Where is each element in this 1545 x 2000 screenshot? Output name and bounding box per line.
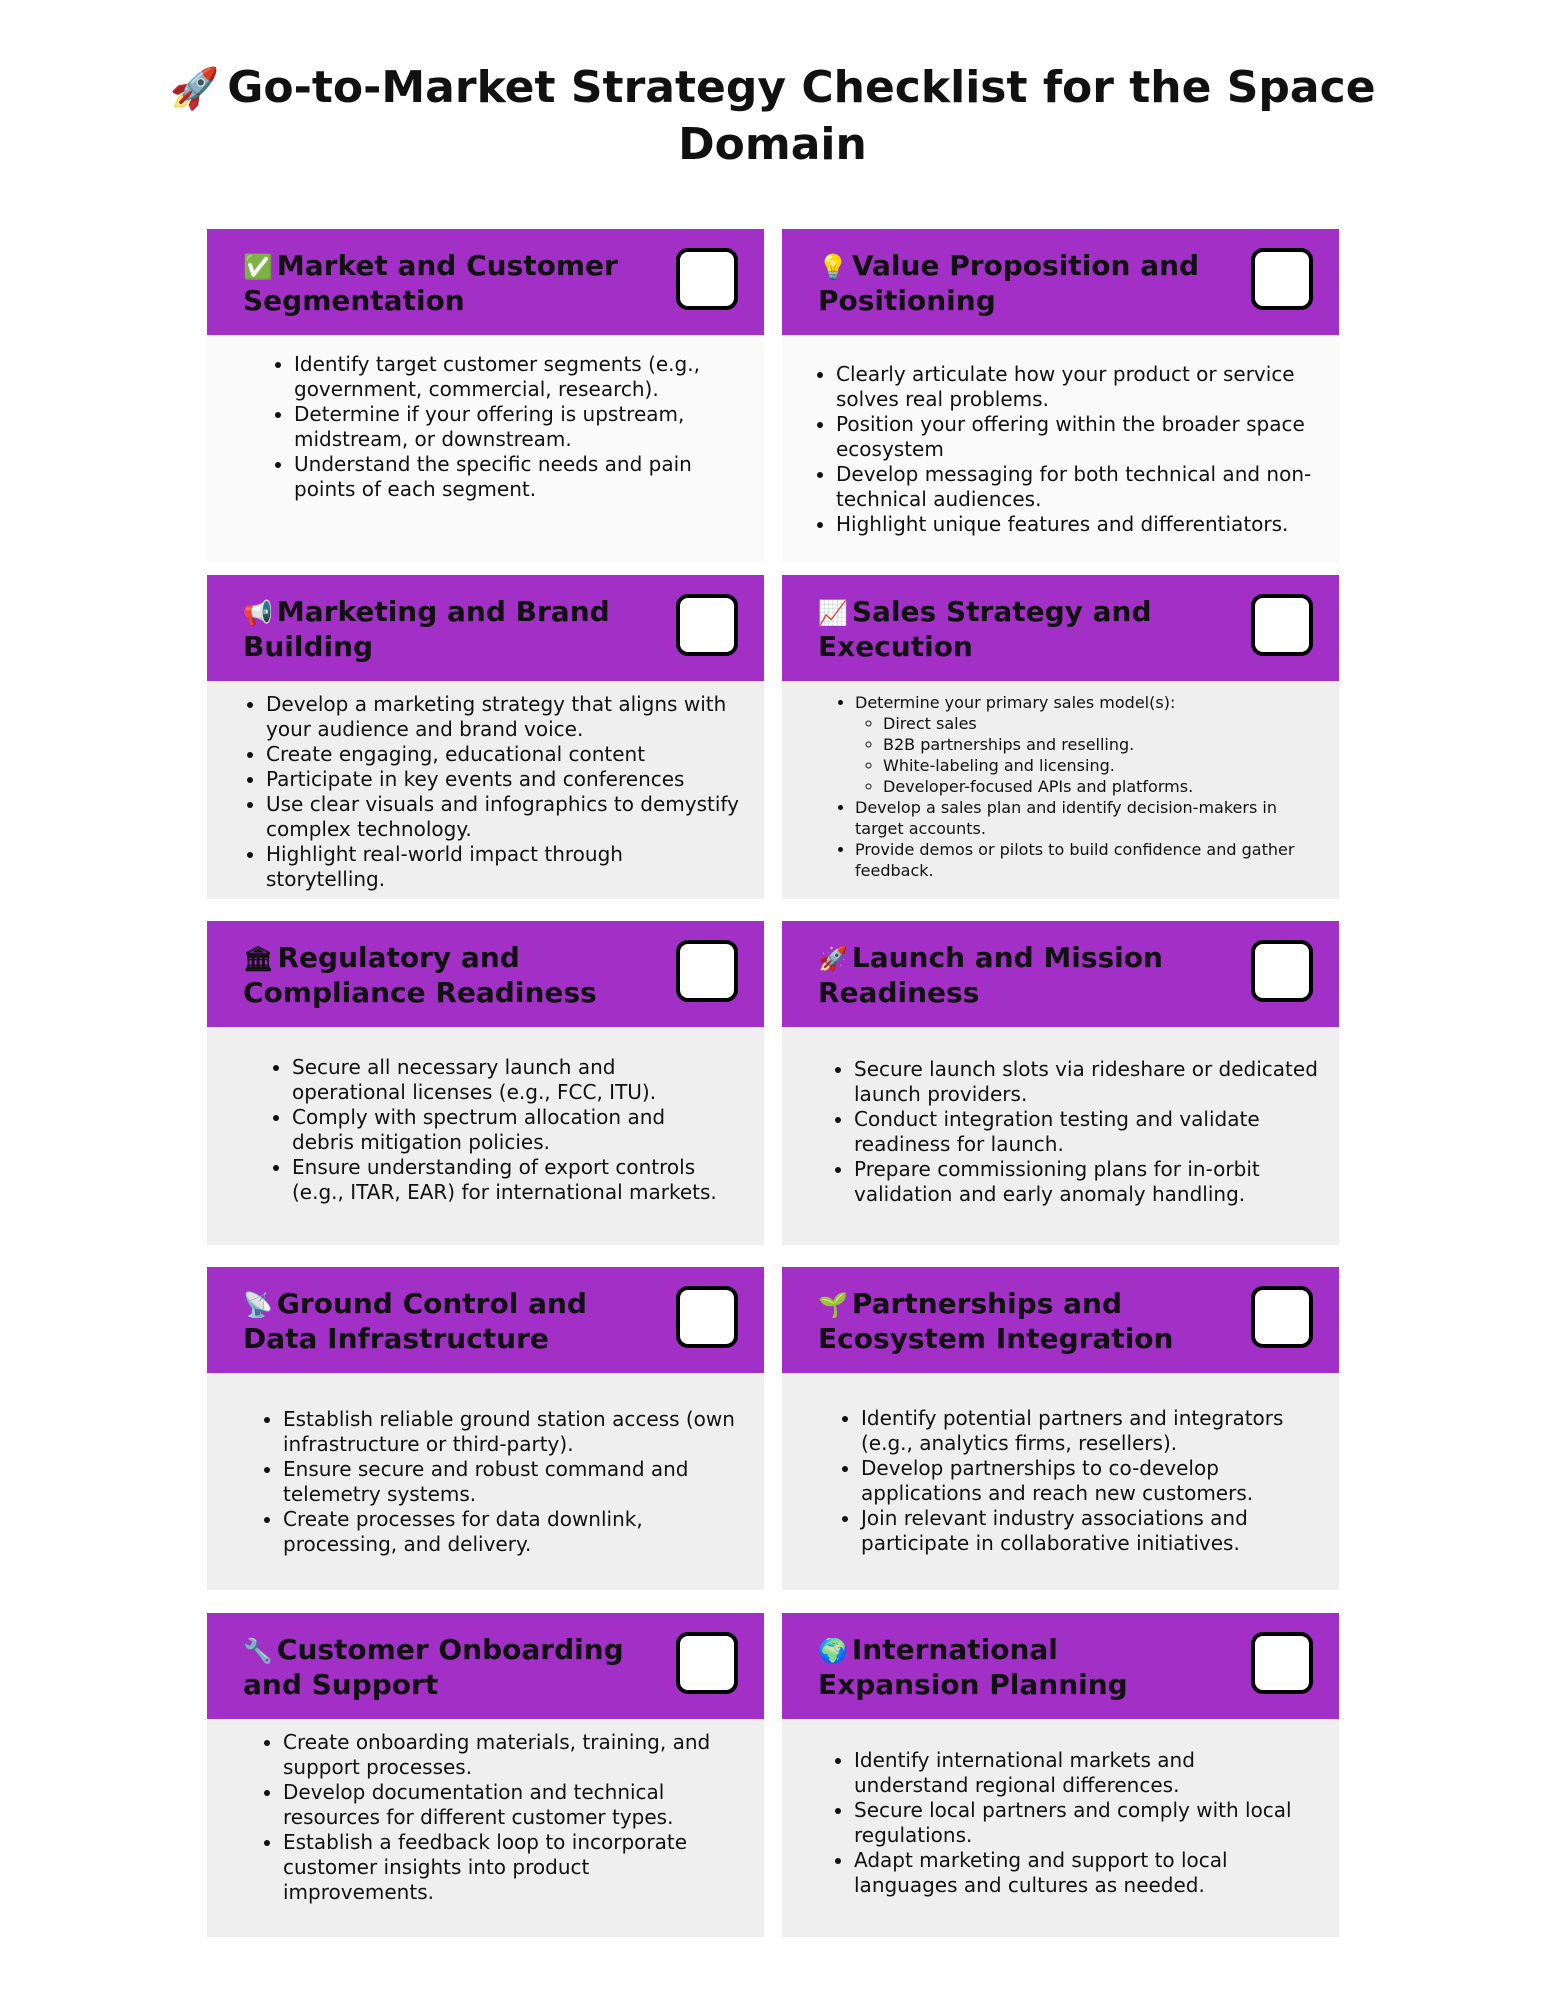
card-bullet-list (283, 1730, 743, 1905)
card-header (782, 575, 1339, 681)
card-title: 🌍 International Expansion Planning (818, 1633, 1128, 1701)
list-item: • Clearly articulate how your product or service solves real problems. (836, 362, 1332, 412)
card-body (782, 1719, 1339, 1937)
card-title: 🚀 Launch and Mission Readiness (818, 941, 1163, 1009)
list-item: • Identify international markets and understand regional differences. (854, 1748, 1314, 1798)
card-title: 📈 Sales Strategy and Execution (818, 595, 1152, 663)
light-bulb-icon: 💡 (818, 253, 848, 281)
wrench-icon: 🔧 (243, 1637, 273, 1665)
card-header (207, 921, 764, 1027)
list-item: • Ensure understanding of export controls (e.g., ITAR, EAR) for international markets. (292, 1155, 732, 1205)
checklist-checkbox[interactable] (676, 940, 738, 1002)
sub-list-item: ◦ Developer-focused APIs and platforms. (883, 776, 1315, 797)
card-body (207, 1373, 764, 1590)
list-item: • Highlight real-world impact through storytelling. (266, 842, 742, 892)
card-header (207, 1267, 764, 1373)
card-body (782, 335, 1339, 562)
list-item: • Develop messaging for both technical and non-technical audiences. (836, 462, 1332, 512)
checklist-checkbox[interactable] (676, 248, 738, 310)
card-header (782, 1267, 1339, 1373)
card-title: 📢 Marketing and Brand Building (243, 595, 610, 663)
checklist-checkbox[interactable] (1251, 248, 1313, 310)
list-item: • Understand the specific needs and pain points of each segment. (294, 452, 734, 502)
list-item: • Identify target customer segments (e.g., government, commercial, research). (294, 352, 734, 402)
sub-list-item: ◦ B2B partnerships and reselling. (883, 734, 1315, 755)
card-header (207, 229, 764, 335)
sub-list-item: ◦ White-labeling and licensing. (883, 755, 1315, 776)
page-title (150, 60, 1395, 172)
list-item: • Establish a feedback loop to incorporate customer insights into product improvements. (283, 1830, 743, 1905)
card-header (782, 229, 1339, 335)
card-body (782, 681, 1339, 899)
check-mark-icon: ✅ (243, 253, 273, 281)
page-title-text: Go-to-Market Strategy Checklist for the Space Domain (227, 62, 1376, 170)
list-item: • Secure launch slots via rideshare or dedicated launch providers. (854, 1057, 1324, 1107)
globe-icon: 🌍 (818, 1637, 848, 1665)
sub-list-item: ◦ Direct sales (883, 713, 1315, 734)
card-bullet-list (294, 352, 734, 502)
list-item: • Provide demos or pilots to build confidence and gather feedback. (855, 839, 1315, 881)
list-item: • Determine if your offering is upstream, midstream, or downstream. (294, 402, 734, 452)
card-body (782, 1373, 1339, 1590)
card-bullet-list (292, 1055, 732, 1205)
satellite-antenna-icon: 📡 (243, 1291, 273, 1319)
list-item: • Create engaging, educational content (266, 742, 742, 767)
card-title: ✅ Market and Customer Segmentation (243, 249, 618, 317)
list-item: • Secure all necessary launch and operational licenses (e.g., FCC, ITU). (292, 1055, 732, 1105)
list-item: • Develop a sales plan and identify decision-makers in target accounts. (855, 797, 1315, 839)
card-bullet-list (855, 692, 1315, 881)
card-title: 🏛 Regulatory and Compliance Readiness (243, 941, 597, 1009)
card-body (782, 1027, 1339, 1245)
rocket-icon: 🚀 (818, 945, 848, 973)
card-body (207, 1719, 764, 1937)
list-item: • Use clear visuals and infographics to demystify complex technology. (266, 792, 742, 842)
list-item: • Position your offering within the broader space ecosystem (836, 412, 1332, 462)
list-item: • Develop a marketing strategy that aligns with your audience and brand voice. (266, 692, 742, 742)
card-bullet-list (266, 692, 742, 892)
list-item: • Identify potential partners and integrators (e.g., analytics firms, resellers). (861, 1406, 1331, 1456)
list-item: • Develop documentation and technical resources for different customer types. (283, 1780, 743, 1830)
card-bullet-list (283, 1407, 743, 1557)
megaphone-icon: 📢 (243, 599, 273, 627)
list-item: • Develop partnerships to co-develop applications and reach new customers. (861, 1456, 1331, 1506)
list-item: • Participate in key events and conferences (266, 767, 742, 792)
list-item: • Create onboarding materials, training, and support processes. (283, 1730, 743, 1780)
seedling-icon: 🌱 (818, 1291, 848, 1319)
list-item: • Comply with spectrum allocation and debris mitigation policies. (292, 1105, 732, 1155)
rocket-icon: 🚀 (169, 66, 220, 112)
card-header (207, 575, 764, 681)
list-item: • Establish reliable ground station access (own infrastructure or third-party). (283, 1407, 743, 1457)
checklist-checkbox[interactable] (1251, 594, 1313, 656)
card-title: 📡 Ground Control and Data Infrastructure (243, 1287, 587, 1355)
card-title: 🔧 Customer Onboarding and Support (243, 1633, 624, 1701)
card-title: 💡 Value Proposition and Positioning (818, 249, 1200, 317)
list-item: • Secure local partners and comply with local regulations. (854, 1798, 1314, 1848)
list-item: • Conduct integration testing and validate readiness for launch. (854, 1107, 1324, 1157)
checklist-checkbox[interactable] (1251, 940, 1313, 1002)
card-bullet-list (854, 1748, 1314, 1898)
list-item: • Highlight unique features and differentiators. (836, 512, 1332, 537)
list-item: • Ensure secure and robust command and telemetry systems. (283, 1457, 743, 1507)
card-title: 🌱 Partnerships and Ecosystem Integration (818, 1287, 1174, 1355)
card-body (207, 681, 764, 899)
card-header (207, 1613, 764, 1719)
list-item: • Adapt marketing and support to local languages and cultures as needed. (854, 1848, 1314, 1898)
card-bullet-list (836, 362, 1332, 537)
list-item: • Prepare commissioning plans for in-orbit validation and early anomaly handling. (854, 1157, 1324, 1207)
list-item: • Join relevant industry associations and participate in collaborative initiatives. (861, 1506, 1331, 1556)
card-bullet-list (861, 1406, 1331, 1556)
card-body (207, 335, 764, 562)
card-body (207, 1027, 764, 1245)
checklist-checkbox[interactable] (676, 1286, 738, 1348)
checklist-checkbox[interactable] (1251, 1286, 1313, 1348)
checklist-checkbox[interactable] (676, 594, 738, 656)
chart-increasing-icon: 📈 (818, 599, 848, 627)
checklist-checkbox[interactable] (1251, 1632, 1313, 1694)
checklist-checkbox[interactable] (676, 1632, 738, 1694)
card-header (782, 1613, 1339, 1719)
card-bullet-list (854, 1057, 1324, 1207)
list-item: • Determine your primary sales model(s): ◦ Direct sales ◦ B2B partnerships and reselling. ◦ White-labeling and licensing. ◦ Developer-focused APIs and platforms. (855, 692, 1315, 797)
classical-building-icon: 🏛 (243, 945, 274, 973)
list-item: • Create processes for data downlink, processing, and delivery. (283, 1507, 743, 1557)
card-header (782, 921, 1339, 1027)
sub-bullet-list (855, 713, 1315, 797)
